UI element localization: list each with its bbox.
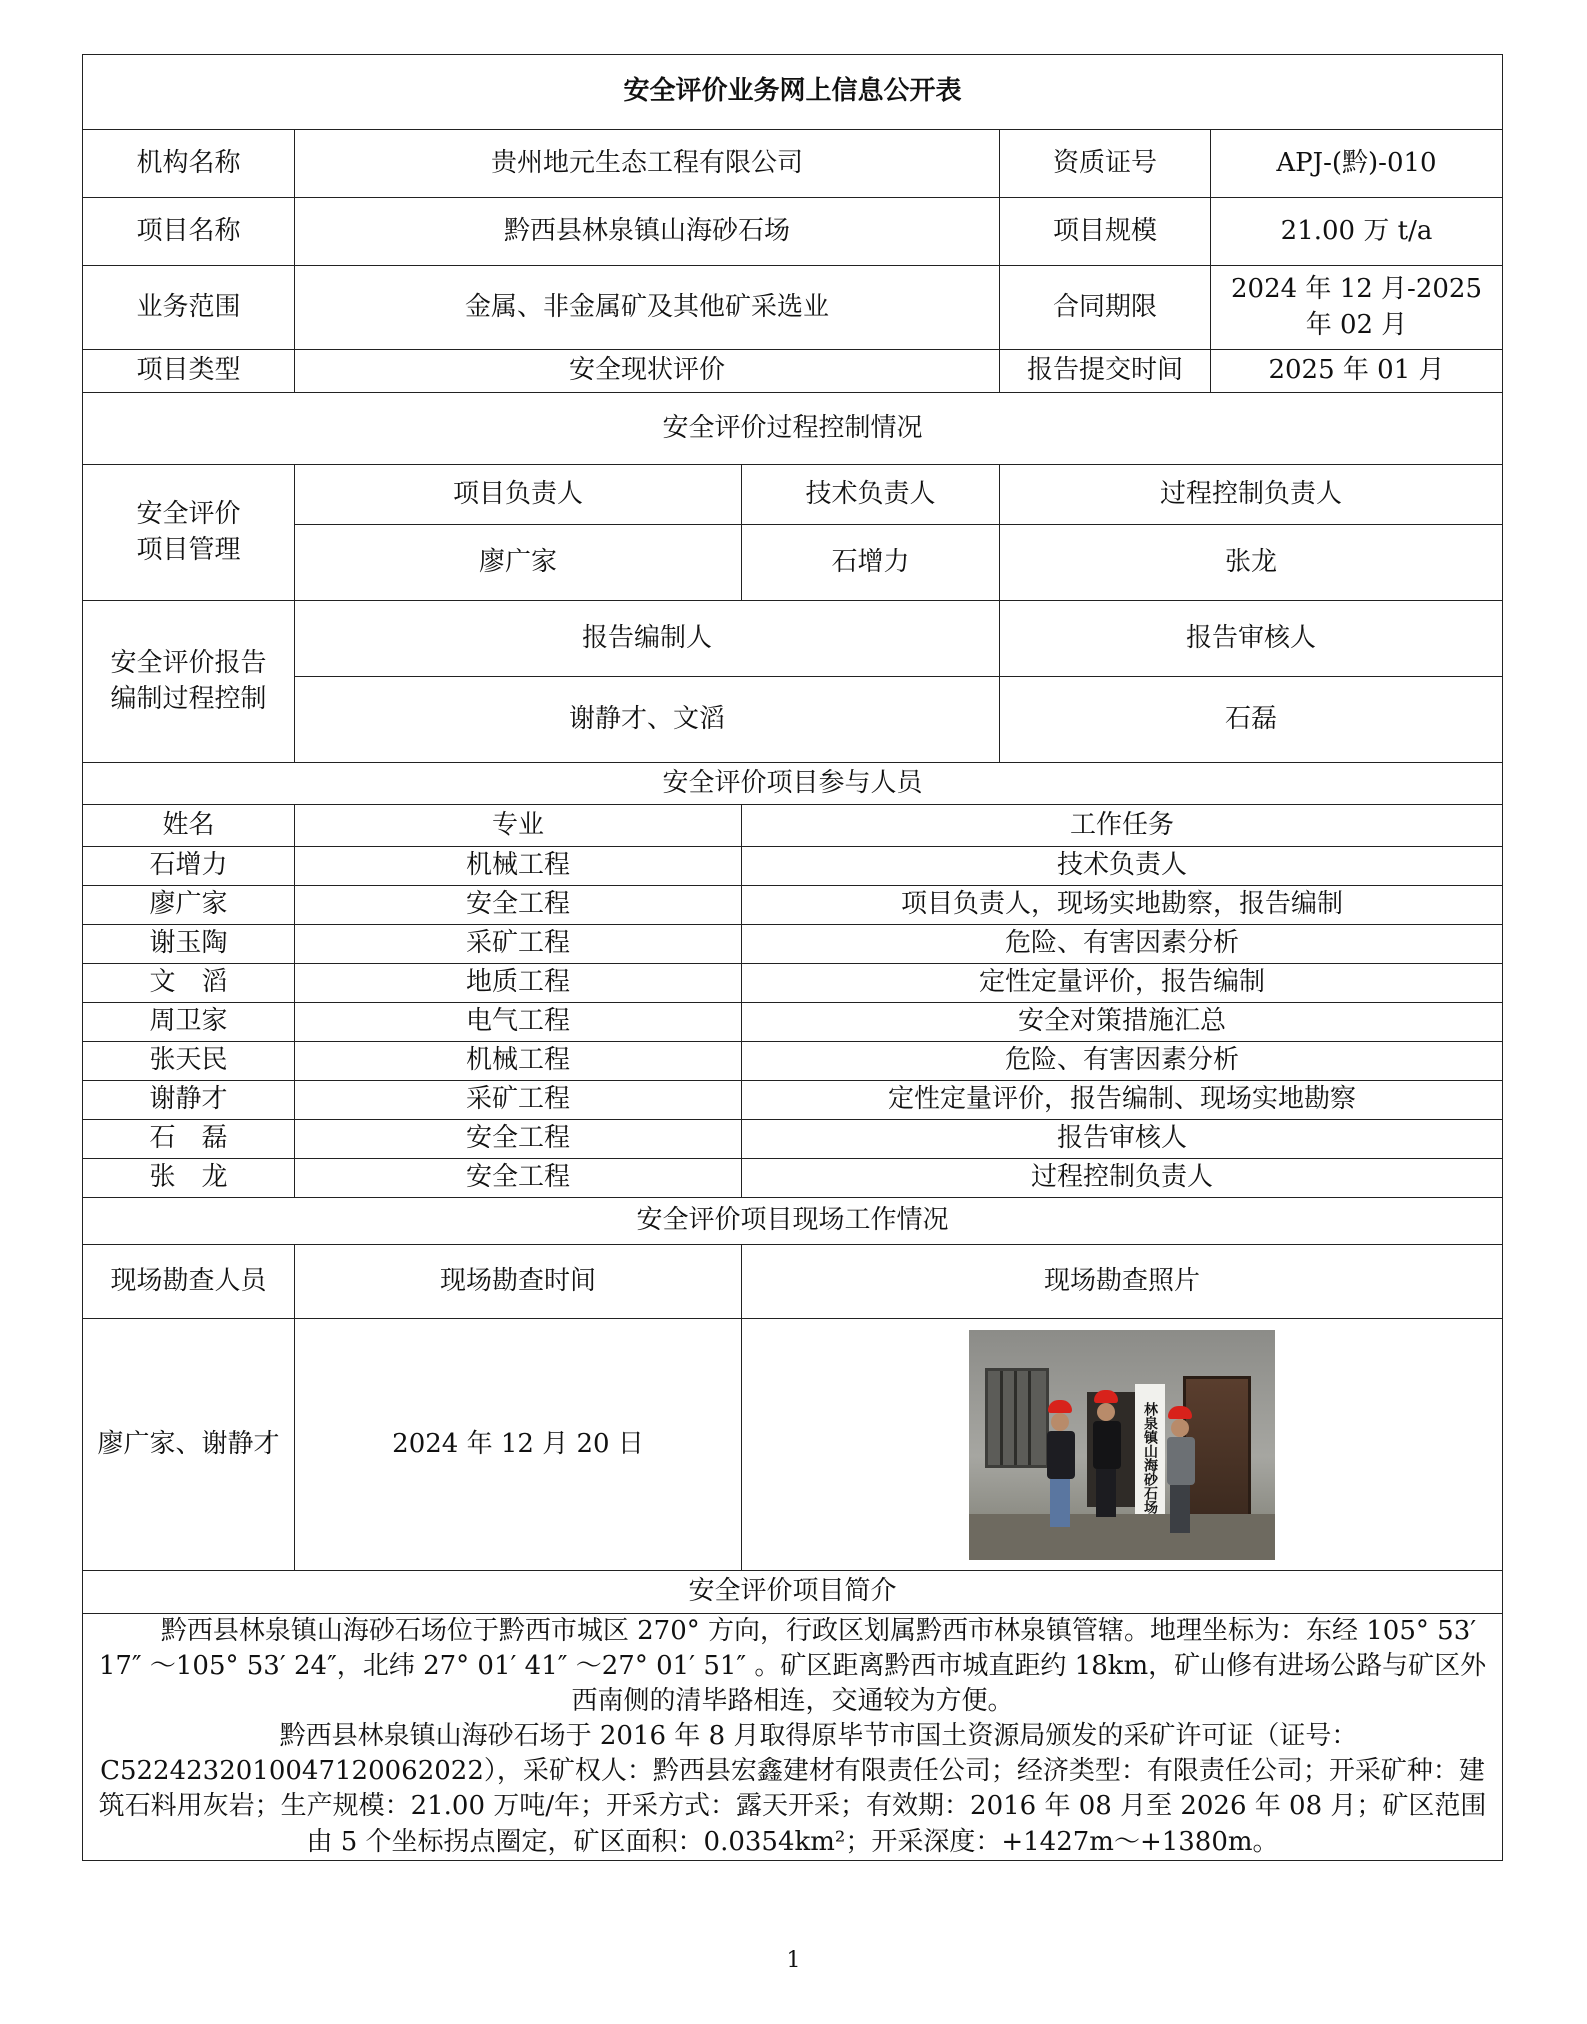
- participant-task: 过程控制负责人: [742, 1159, 1503, 1198]
- participant-name: 谢玉陶: [83, 925, 295, 964]
- participants-header-task: 工作任务: [742, 805, 1503, 847]
- participant-task: 项目负责人，现场实地勘察，报告编制: [742, 886, 1503, 925]
- table-row: [83, 1120, 1503, 1159]
- pm-label: 项目负责人: [295, 465, 742, 525]
- table-row: [83, 925, 1503, 964]
- project-label: 项目名称: [83, 198, 295, 266]
- table-row: [83, 1042, 1503, 1081]
- table-row: [83, 847, 1503, 886]
- type-value: 安全现状评价: [295, 350, 1000, 393]
- org-label: 机构名称: [83, 130, 295, 198]
- site-section-title: 安全评价项目现场工作情况: [83, 1198, 1503, 1245]
- photo-person: [1167, 1406, 1193, 1533]
- photo-person: [1047, 1400, 1073, 1527]
- photo-window: [985, 1368, 1049, 1468]
- participant-name: 廖广家: [83, 886, 295, 925]
- site-date: 2024 年 12 月 20 日: [295, 1319, 742, 1571]
- site-header-time: 现场勘查时间: [295, 1245, 742, 1319]
- type-label: 项目类型: [83, 350, 295, 393]
- participant-major: 机械工程: [295, 1042, 742, 1081]
- table-row: [83, 1159, 1503, 1198]
- intro-paragraph: 黔西县林泉镇山海砂石场位于黔西市城区 270° 方向，行政区划属黔西市林泉镇管辖。地理坐标为：东经 105° 53′ 17″ ～105° 53′ 24″，北纬 27° 01′ 41″ ～27° 01′ 51″ 。矿区距离黔西市城直距约 18km，矿山修有进场公路与矿区外西南侧的清毕路相连，交通较为方便。: [98, 1616, 1487, 1717]
- intro-section-title: 安全评价项目简介: [83, 1571, 1503, 1614]
- submit-label: 报告提交时间: [1000, 350, 1211, 393]
- author-label: 报告编制人: [295, 601, 1000, 677]
- intro-body: [83, 1614, 1503, 1861]
- participant-major: 安全工程: [295, 1159, 742, 1198]
- photo-ground: [969, 1514, 1275, 1560]
- participant-task: 危险、有害因素分析: [742, 925, 1503, 964]
- scale-label: 项目规模: [1000, 198, 1211, 266]
- site-people: 廖广家、谢静才: [83, 1319, 295, 1571]
- submit-value: 2025 年 01 月: [1211, 350, 1503, 393]
- participant-name: 张 龙: [83, 1159, 295, 1198]
- org-value: 贵州地元生态工程有限公司: [295, 130, 1000, 198]
- participant-major: 安全工程: [295, 886, 742, 925]
- site-header-people: 现场勘查人员: [83, 1245, 295, 1319]
- reviewer-label: 报告审核人: [1000, 601, 1503, 677]
- participant-major: 机械工程: [295, 847, 742, 886]
- page-number: 1: [786, 1948, 801, 1973]
- site-photo-cell: [742, 1319, 1503, 1571]
- page-title: 安全评价业务网上信息公开表: [83, 55, 1503, 130]
- participant-name: 谢静才: [83, 1081, 295, 1120]
- table-row: [83, 1081, 1503, 1120]
- photo-sign: 林泉镇山海砂石场: [1135, 1384, 1165, 1532]
- participant-task: 定性定量评价，报告编制、现场实地勘察: [742, 1081, 1503, 1120]
- report-label: 安全评价报告 编制过程控制: [83, 601, 295, 763]
- participants-header-name: 姓名: [83, 805, 295, 847]
- disclosure-table: [82, 54, 1503, 1861]
- process-section-title: 安全评价过程控制情况: [83, 393, 1503, 465]
- participant-name: 文 滔: [83, 964, 295, 1003]
- participants-section-title: 安全评价项目参与人员: [83, 763, 1503, 805]
- ctrl-label: 过程控制负责人: [1000, 465, 1503, 525]
- participant-task: 安全对策措施汇总: [742, 1003, 1503, 1042]
- participant-major: 地质工程: [295, 964, 742, 1003]
- tech-label: 技术负责人: [742, 465, 1000, 525]
- photo-person: [1093, 1390, 1119, 1517]
- participant-major: 电气工程: [295, 1003, 742, 1042]
- mgmt-label: 安全评价 项目管理: [83, 465, 295, 601]
- cert-label: 资质证号: [1000, 130, 1211, 198]
- scale-value: 21.00 万 t/a: [1211, 198, 1503, 266]
- tech-value: 石增力: [742, 525, 1000, 601]
- scope-label: 业务范围: [83, 266, 295, 350]
- participant-major: 采矿工程: [295, 1081, 742, 1120]
- participant-name: 周卫家: [83, 1003, 295, 1042]
- participant-name: 石 磊: [83, 1120, 295, 1159]
- author-value: 谢静才、文滔: [295, 677, 1000, 763]
- info-disclosure-form: [82, 54, 1502, 1861]
- term-label: 合同期限: [1000, 266, 1211, 350]
- participants-header-major: 专业: [295, 805, 742, 847]
- participant-name: 石增力: [83, 847, 295, 886]
- participant-task: 危险、有害因素分析: [742, 1042, 1503, 1081]
- cert-value: APJ-(黔)-010: [1211, 130, 1503, 198]
- scope-value: 金属、非金属矿及其他矿采选业: [295, 266, 1000, 350]
- participant-name: 张天民: [83, 1042, 295, 1081]
- table-row: [83, 964, 1503, 1003]
- pm-value: 廖广家: [295, 525, 742, 601]
- participant-task: 定性定量评价，报告编制: [742, 964, 1503, 1003]
- intro-paragraph: 黔西县林泉镇山海砂石场于 2016 年 8 月取得原毕节市国土资源局颁发的采矿许可证（证号：C5224232010047120062022），采矿权人：黔西县宏鑫建材有限责任公司；经济类型：有限责任公司；开采矿种：建筑石料用灰岩；生产规模：21.00 万吨/年；开采方式：露天开采；有效期：2016 年 08 月至 2026 年 08 月；矿区范围由 5 个坐标拐点圈定，矿区面积：0.0354km²；开采深度：+1427m～+1380m。: [98, 1721, 1487, 1857]
- ctrl-value: 张龙: [1000, 525, 1503, 601]
- reviewer-value: 石磊: [1000, 677, 1503, 763]
- table-row: [83, 1003, 1503, 1042]
- participant-major: 安全工程: [295, 1120, 742, 1159]
- participant-task: 报告审核人: [742, 1120, 1503, 1159]
- project-value: 黔西县林泉镇山海砂石场: [295, 198, 1000, 266]
- site-photo: [969, 1330, 1275, 1560]
- participant-major: 采矿工程: [295, 925, 742, 964]
- table-row: [83, 886, 1503, 925]
- participant-task: 技术负责人: [742, 847, 1503, 886]
- site-header-photo: 现场勘查照片: [742, 1245, 1503, 1319]
- term-value: 2024 年 12 月-2025 年 02 月: [1211, 266, 1503, 350]
